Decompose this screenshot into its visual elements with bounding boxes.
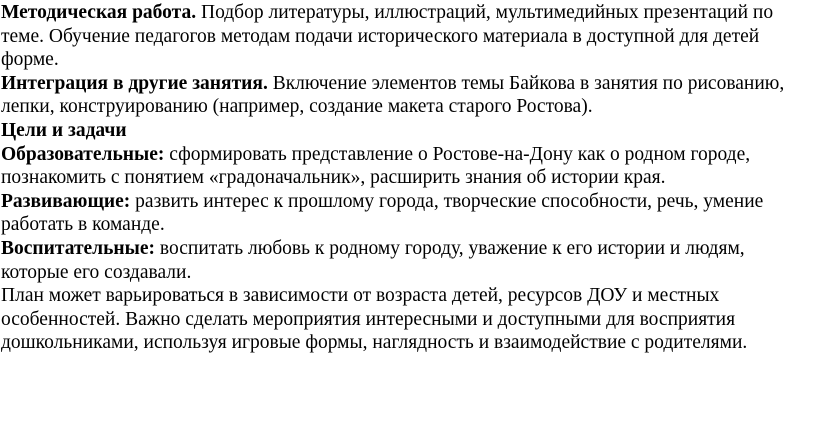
methodical-work-text: Подбор литературы, иллюстраций, мультимедийных презентаций по теме. Обучение педагогов методам подачи исторического материала в доступной для детей форме. [1, 2, 774, 71]
educational-text: сформировать представление о Ростове-на-Дону как о родном городе, познакомить с понятием «градоначальник», расширить знания об истории края. [1, 143, 751, 189]
paragraph-plan-note: План может варьироваться в зависимости от возраста детей, ресурсов ДОУ и местных особенностей. Важно сделать мероприятия интересными и доступными для восприятия дошкольниками, используя игровые формы, наглядность и взаимодействие с родителями. [1, 285, 748, 354]
developmental-text: развить интерес к прошлому города, творческие способности, речь, умение работать в команде. [1, 190, 764, 236]
paragraph-upbringing [1, 237, 813, 284]
paragraph-integration [1, 72, 813, 119]
methodical-work-label: Методическая работа. [1, 2, 197, 23]
integration-text: Включение элементов темы Байкова в занятия по рисованию, лепки, конструированию (например, создание макета старого Ростова). [1, 72, 785, 118]
educational-label: Образовательные: [1, 143, 165, 165]
paragraph-methodical-work [1, 1, 813, 72]
paragraph-developmental [1, 190, 813, 237]
integration-label: Интеграция в другие занятия. [1, 72, 268, 94]
developmental-label: Развивающие: [1, 190, 131, 212]
paragraph-educational [1, 143, 813, 190]
upbringing-label: Воспитательные: [1, 237, 156, 259]
goals-heading: Цели и задачи [1, 119, 127, 141]
upbringing-text: воспитать любовь к родному городу, уважение к его истории и людям, которые его создавали. [1, 237, 745, 283]
document-body [1, 1, 813, 355]
